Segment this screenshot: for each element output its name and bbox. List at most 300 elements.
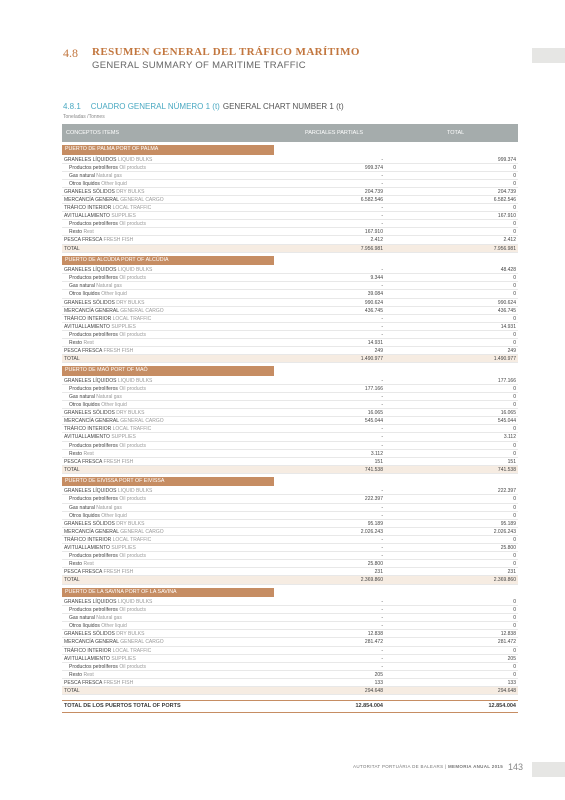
row-total: 0: [513, 275, 516, 282]
row-label: [69, 401, 127, 409]
row-label-en: Natural gas: [96, 504, 122, 511]
table-row: [62, 638, 518, 646]
row-label-es: AVITUALLAMIENTO: [64, 655, 110, 662]
table-row: [62, 156, 518, 164]
row-label: [64, 347, 133, 355]
table-title-en: GENERAL CHART NUMBER 1 (t): [222, 102, 344, 111]
row-partial: -: [381, 607, 383, 614]
row-total: 0: [513, 221, 516, 228]
row-label: [69, 282, 122, 290]
table-row: [62, 282, 518, 290]
footer-separator: |: [444, 764, 447, 769]
row-total: 0: [513, 339, 516, 346]
row-total: 0: [513, 172, 516, 179]
row-label-es: MERCANCÍA GENERAL: [64, 639, 119, 646]
row-label-es: GRANELES LÍQUIDOS: [64, 267, 117, 274]
column-header-total: TOTAL: [447, 130, 465, 136]
row-label-es: Otros líquidos: [69, 402, 100, 409]
port-name-en: PORT OF MAÓ: [110, 367, 148, 374]
port-total-total: 741.538: [497, 466, 516, 473]
row-label-es: Otros líquidos: [69, 623, 100, 630]
row-label: [64, 655, 136, 663]
row-total: 2.026.243: [493, 528, 516, 535]
row-label: [69, 180, 127, 188]
table-row: [62, 622, 518, 630]
table-row: [62, 172, 518, 180]
row-label-en: Rest: [83, 561, 94, 568]
table-row: [62, 377, 518, 385]
row-label: [69, 606, 146, 614]
row-partial: 231: [374, 569, 383, 576]
row-partial: -: [381, 267, 383, 274]
row-partial: -: [381, 504, 383, 511]
row-label: [69, 512, 127, 520]
row-label-en: SUPPLIES: [111, 434, 136, 441]
row-label-en: Other liquid: [101, 512, 127, 519]
row-label-es: GRANELES SÓLIDOS: [64, 188, 115, 195]
row-partial: 167.910: [364, 229, 383, 236]
table-row: [62, 528, 518, 536]
row-total: 0: [513, 331, 516, 338]
row-label-es: Resto: [69, 671, 83, 678]
section-title: RESUMEN GENERAL DEL TRÁFICO MARÍTIMO: [92, 46, 360, 58]
table-row: [62, 315, 518, 323]
row-total: 0: [513, 615, 516, 622]
row-partial: -: [381, 553, 383, 560]
row-label-en: Rest: [83, 229, 94, 236]
row-partial: 9.344: [370, 275, 383, 282]
section-subtitle: GENERAL SUMMARY OF MARITIME TRAFFIC: [92, 60, 306, 71]
row-label: [69, 560, 94, 568]
row-total: 545.044: [497, 418, 516, 425]
column-header-partials: PARCIALES PARTIALS: [305, 130, 364, 136]
row-label-en: FRESH FISH: [103, 348, 134, 355]
row-partial: 249: [374, 348, 383, 355]
row-label-es: MERCANCÍA GENERAL: [64, 528, 119, 535]
row-partial: -: [381, 615, 383, 622]
grand-total-label: TOTAL DE LOS PUERTOS TOTAL OF PORTS: [64, 703, 181, 710]
row-total: 0: [513, 671, 516, 678]
table-row: [62, 299, 518, 307]
row-label-es: Productos petrolíferos: [69, 221, 118, 228]
row-partial: -: [381, 655, 383, 662]
row-label: [64, 679, 133, 687]
column-header-concepts: CONCEPTOS ITEMS: [66, 130, 120, 136]
row-label-en: Rest: [83, 671, 94, 678]
table-row: [62, 290, 518, 298]
row-label-en: Oil products: [119, 663, 146, 670]
table-row: [62, 417, 518, 425]
port-total-label: TOTAL: [64, 356, 80, 363]
row-label-es: Productos petrolíferos: [69, 607, 118, 614]
row-total: 0: [513, 315, 516, 322]
row-total: 0: [513, 205, 516, 212]
row-total: 0: [513, 647, 516, 654]
row-label: [64, 156, 152, 164]
row-partial: -: [381, 377, 383, 384]
row-label: [64, 568, 133, 576]
row-total: 0: [513, 561, 516, 568]
row-partial: -: [381, 402, 383, 409]
row-label-en: Oil products: [119, 331, 146, 338]
table-row: [62, 228, 518, 236]
row-partial: -: [381, 536, 383, 543]
row-total: 133: [507, 679, 516, 686]
table-row: [62, 614, 518, 622]
row-partial: -: [381, 221, 383, 228]
row-label: [64, 630, 144, 638]
table-row: [62, 495, 518, 503]
port-total-label: TOTAL: [64, 577, 80, 584]
row-partial: 2.026.243: [360, 528, 383, 535]
row-label: [64, 520, 144, 528]
row-label: [69, 228, 94, 236]
row-label-en: LIQUID BULKS: [117, 599, 153, 605]
port-total-partial: 294.648: [364, 688, 383, 695]
row-partial: 222.397: [364, 496, 383, 503]
side-tab-marker: [532, 48, 565, 63]
table-row: [62, 606, 518, 614]
row-label-es: Productos petrolíferos: [69, 331, 118, 338]
row-label-en: DRY BULKS: [116, 299, 145, 306]
row-label: [69, 663, 146, 671]
row-label-en: GENERAL CARGO: [120, 307, 164, 314]
table-row: [62, 220, 518, 228]
row-total: 6.582.546: [493, 196, 516, 203]
row-total: 151: [507, 458, 516, 465]
row-label-es: PESCA FRESCA: [64, 679, 103, 686]
row-total: 0: [513, 426, 516, 433]
row-label-es: AVITUALLAMIENTO: [64, 323, 110, 330]
row-label: [69, 393, 122, 401]
row-label-en: DRY BULKS: [116, 188, 145, 195]
row-partial: 6.582.546: [360, 196, 383, 203]
row-label-en: Natural gas: [96, 615, 122, 622]
row-label-es: Gas natural: [69, 504, 95, 511]
port-total-row: [62, 355, 518, 363]
row-partial: 999.374: [364, 164, 383, 171]
port-name-es: PUERTO DE MAÓ: [65, 367, 110, 374]
row-partial: 25.800: [367, 561, 383, 568]
table-row: [62, 204, 518, 212]
row-label: [69, 220, 146, 228]
port-total-total: 294.648: [497, 688, 516, 695]
row-label: [69, 172, 122, 180]
row-label: [64, 598, 152, 606]
grand-total-partial: 12.854.004: [355, 703, 383, 710]
table-row: [62, 307, 518, 315]
row-label-es: MERCANCÍA GENERAL: [64, 418, 119, 425]
row-label-en: DRY BULKS: [116, 520, 145, 527]
table-row: [62, 401, 518, 409]
row-label-es: Otros líquidos: [69, 291, 100, 298]
row-partial: -: [381, 599, 383, 605]
row-label-en: Other liquid: [101, 180, 127, 187]
row-partial: -: [381, 172, 383, 179]
row-label-en: Oil products: [119, 607, 146, 614]
row-label-es: GRANELES LÍQUIDOS: [64, 156, 117, 163]
row-label-en: FRESH FISH: [103, 237, 134, 244]
row-label-en: Oil products: [119, 275, 146, 282]
table-row: [62, 544, 518, 552]
traffic-table: [62, 124, 518, 713]
row-label-es: AVITUALLAMIENTO: [64, 213, 110, 220]
row-partial: -: [381, 205, 383, 212]
port-name-en: PORT OF LA SAVINA: [125, 588, 177, 595]
row-label: [69, 274, 146, 282]
table-row: [62, 212, 518, 220]
row-label-en: Oil products: [119, 496, 146, 503]
row-label: [64, 417, 164, 425]
row-partial: -: [381, 647, 383, 654]
row-partial: -: [381, 623, 383, 630]
row-label-es: Productos petrolíferos: [69, 442, 118, 449]
row-partial: 2.412: [370, 237, 383, 244]
port-total-label: TOTAL: [64, 688, 80, 695]
table-row: [62, 450, 518, 458]
row-label-es: Productos petrolíferos: [69, 275, 118, 282]
row-label-en: DRY BULKS: [116, 631, 145, 638]
port-total-partial: 2.369.860: [360, 577, 383, 584]
row-total: 14.931: [500, 323, 516, 330]
row-partial: -: [381, 488, 383, 495]
table-row: [62, 180, 518, 188]
row-partial: 281.472: [364, 639, 383, 646]
row-label-es: AVITUALLAMIENTO: [64, 434, 110, 441]
row-partial: -: [381, 323, 383, 330]
row-label-es: Productos petrolíferos: [69, 553, 118, 560]
row-total: 204.739: [497, 188, 516, 195]
row-total: 999.374: [497, 156, 516, 163]
row-total: 0: [513, 402, 516, 409]
row-partial: 16.065: [367, 410, 383, 417]
row-total: 990.624: [497, 299, 516, 306]
row-label-es: PESCA FRESCA: [64, 348, 103, 355]
row-label-en: LIQUID BULKS: [117, 488, 153, 495]
row-total: 0: [513, 229, 516, 236]
row-label: [69, 552, 146, 560]
row-label: [69, 622, 127, 630]
row-label-en: LOCAL TRAFFIC: [112, 315, 152, 322]
row-partial: -: [381, 283, 383, 290]
row-label-en: Oil products: [119, 442, 146, 449]
row-label-es: GRANELES SÓLIDOS: [64, 631, 115, 638]
row-partial: 205: [374, 671, 383, 678]
port-header: [62, 256, 274, 266]
row-partial: -: [381, 426, 383, 433]
table-body: [62, 145, 518, 695]
row-label: [64, 528, 164, 536]
row-label: [64, 638, 164, 646]
table-row: [62, 385, 518, 393]
row-partial: 177.166: [364, 385, 383, 392]
row-label-es: TRÁFICO INTERIOR: [64, 536, 112, 543]
port-total-label: TOTAL: [64, 466, 80, 473]
row-label-es: Gas natural: [69, 615, 95, 622]
row-label-en: Natural gas: [96, 172, 122, 179]
port-name-es: PUERTO DE EIVISSA: [65, 477, 118, 484]
row-label: [64, 425, 151, 433]
footer-report: MEMORIA ANUAL 2015: [448, 764, 503, 769]
row-label-es: Gas natural: [69, 172, 95, 179]
row-partial: 95.189: [367, 520, 383, 527]
row-total: 95.189: [500, 520, 516, 527]
row-total: 436.745: [497, 307, 516, 314]
row-total: 25.800: [500, 545, 516, 552]
table-row: [62, 393, 518, 401]
row-label-es: TRÁFICO INTERIOR: [64, 315, 112, 322]
table-row: [62, 425, 518, 433]
row-total: 2.412: [503, 237, 516, 244]
row-label: [64, 409, 144, 417]
row-label-es: Otros líquidos: [69, 512, 100, 519]
row-label-en: LIQUID BULKS: [117, 267, 153, 274]
table-row: [62, 679, 518, 687]
row-label: [69, 385, 146, 393]
row-label-en: GENERAL CARGO: [120, 528, 164, 535]
row-total: 0: [513, 504, 516, 511]
side-tab-marker: [532, 762, 565, 777]
row-partial: 990.624: [364, 299, 383, 306]
row-label: [64, 236, 133, 244]
row-label: [64, 188, 144, 196]
row-label-es: Gas natural: [69, 393, 95, 400]
row-total: 0: [513, 663, 516, 670]
row-label-en: LOCAL TRAFFIC: [112, 426, 152, 433]
port-total-total: 7.956.981: [493, 245, 516, 252]
row-label-en: FRESH FISH: [103, 458, 134, 465]
table-row: [62, 520, 518, 528]
row-partial: -: [381, 663, 383, 670]
row-partial: 133: [374, 679, 383, 686]
row-label-es: MERCANCÍA GENERAL: [64, 196, 119, 203]
row-partial: 436.745: [364, 307, 383, 314]
row-total: 0: [513, 623, 516, 630]
table-row: [62, 504, 518, 512]
row-total: 222.397: [497, 488, 516, 495]
row-label-es: PESCA FRESCA: [64, 569, 103, 576]
table-row: [62, 512, 518, 520]
port-header: [62, 145, 274, 155]
row-label-en: Oil products: [119, 164, 146, 171]
row-label-es: PESCA FRESCA: [64, 458, 103, 465]
row-label-en: Other liquid: [101, 623, 127, 630]
row-label-es: TRÁFICO INTERIOR: [64, 647, 112, 654]
row-label: [69, 495, 146, 503]
row-label-en: Other liquid: [101, 291, 127, 298]
row-total: 0: [513, 180, 516, 187]
row-label-es: Productos petrolíferos: [69, 663, 118, 670]
row-label: [69, 331, 146, 339]
row-total: 0: [513, 385, 516, 392]
port-name-es: PUERTO DE PALMA: [65, 146, 115, 152]
row-label-es: Productos petrolíferos: [69, 496, 118, 503]
row-label: [64, 647, 151, 655]
port-total-total: 2.369.860: [493, 577, 516, 584]
row-label-es: Productos petrolíferos: [69, 385, 118, 392]
row-total: 48.428: [500, 267, 516, 274]
row-label-en: Natural gas: [96, 393, 122, 400]
table-row: [62, 442, 518, 450]
row-label: [69, 442, 146, 450]
page-number: 143: [508, 762, 524, 772]
table-row: [62, 347, 518, 355]
row-label-es: GRANELES LÍQUIDOS: [64, 599, 117, 605]
row-total: 0: [513, 599, 516, 605]
row-partial: -: [381, 442, 383, 449]
row-label: [69, 290, 127, 298]
port-name-en: PORT OF EIVISSA: [118, 477, 165, 484]
row-total: 0: [513, 291, 516, 298]
row-label-en: LIQUID BULKS: [117, 156, 153, 163]
row-label-en: Oil products: [119, 221, 146, 228]
row-label-es: Resto: [69, 229, 83, 236]
port-total-partial: 7.956.981: [360, 245, 383, 252]
row-partial: -: [381, 545, 383, 552]
row-label: [64, 458, 133, 466]
table-row: [62, 409, 518, 417]
row-label-es: Resto: [69, 561, 83, 568]
row-label: [64, 204, 151, 212]
table-row: [62, 568, 518, 576]
table-row: [62, 630, 518, 638]
row-label: [69, 164, 146, 172]
row-label-en: DRY BULKS: [116, 410, 145, 417]
row-label-en: Oil products: [119, 553, 146, 560]
row-label-es: GRANELES SÓLIDOS: [64, 520, 115, 527]
row-partial: 204.739: [364, 188, 383, 195]
row-total: 0: [513, 536, 516, 543]
table-row: [62, 560, 518, 568]
row-label: [64, 307, 164, 315]
row-total: 0: [513, 512, 516, 519]
section-number: 4.8: [63, 46, 78, 60]
row-label: [64, 212, 136, 220]
row-partial: 39.084: [367, 291, 383, 298]
row-partial: 545.044: [364, 418, 383, 425]
row-label-es: GRANELES SÓLIDOS: [64, 299, 115, 306]
port-total-total: 1.490.977: [493, 356, 516, 363]
row-label-en: SUPPLIES: [111, 323, 136, 330]
port-header: [62, 477, 274, 487]
port-total-row: [62, 466, 518, 474]
table-title-es: CUADRO GENERAL NÚMERO 1 (t): [90, 102, 220, 111]
row-label-es: Resto: [69, 450, 83, 457]
row-label: [69, 671, 94, 679]
row-total: 231: [507, 569, 516, 576]
table-row: [62, 188, 518, 196]
row-partial: -: [381, 434, 383, 441]
row-label-es: Otros líquidos: [69, 180, 100, 187]
row-label-en: Rest: [83, 339, 94, 346]
row-label: [64, 536, 151, 544]
row-label-es: TRÁFICO INTERIOR: [64, 205, 112, 212]
row-label-en: FRESH FISH: [103, 679, 134, 686]
table-row: [62, 331, 518, 339]
row-total: 249: [507, 348, 516, 355]
table-header: [62, 124, 518, 142]
table-row: [62, 671, 518, 679]
row-total: 177.166: [497, 377, 516, 384]
table-heading: [63, 102, 344, 111]
table-row: [62, 339, 518, 347]
row-label-en: Other liquid: [101, 402, 127, 409]
port-total-partial: 1.490.977: [360, 356, 383, 363]
row-total: 0: [513, 442, 516, 449]
row-total: 12.838: [500, 631, 516, 638]
row-partial: 151: [374, 458, 383, 465]
port-header: [62, 588, 274, 598]
